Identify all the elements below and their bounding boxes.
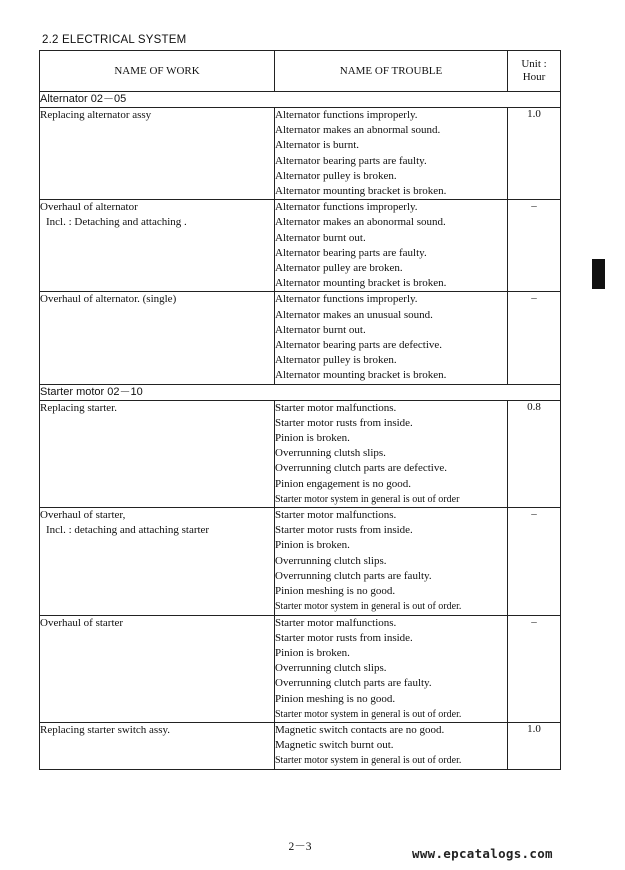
trouble-item: Alternator burnt out. [275,323,366,336]
table-row [40,722,561,769]
trouble-item: Starter motor system in general is out of order. [275,708,462,720]
trouble-item: Starter motor system in general is out of order. [275,601,462,613]
trouble-item: Starter motor rusts from inside. [275,631,413,644]
trouble-item: Alternator mounting bracket is broken. [275,369,447,382]
work-cell [40,615,275,722]
trouble-item: Starter motor malfunctions. [275,401,397,414]
trouble-item: Overrunning clutch parts are faulty. [275,677,432,690]
header-name-of-trouble: NAME OF TROUBLE [275,51,508,92]
trouble-item: Magnetic switch burnt out. [275,739,394,752]
trouble-item: Alternator functions improperly. [275,201,418,214]
table-row [40,508,561,615]
trouble-item: Starter motor rusts from inside. [275,524,413,537]
trouble-item: Starter motor system in general is out of order. [275,755,462,767]
group-title: Alternator 02－05 [40,92,561,108]
trouble-item: Pinion meshing is no good. [275,692,396,705]
group-title: Starter motor 02－10 [40,384,561,400]
trouble-cell [275,722,508,769]
work-cell [40,400,275,507]
trouble-item: Pinion meshing is no good. [275,585,396,598]
trouble-item: Alternator is burnt. [275,139,360,152]
work-name: Overhaul of alternator. (single) [40,293,177,306]
trouble-item: Alternator functions improperly. [275,109,418,121]
trouble-cell [275,292,508,384]
hour-value: – [508,615,561,722]
hour-value: – [508,200,561,292]
trouble-item: Alternator bearing parts are faulty. [275,246,427,259]
trouble-item: Alternator mounting bracket is broken. [275,277,447,290]
work-name: Overhaul of starter, [40,509,126,522]
table-row [40,615,561,722]
work-includes: Incl. : detaching and attaching starter [46,524,210,537]
group-row [40,384,561,400]
trouble-item: Magnetic switch contacts are no good. [275,723,445,736]
trouble-item: Alternator functions improperly. [275,293,418,306]
work-cell [40,108,275,200]
hour-value: – [508,292,561,384]
section-tab-marker [592,259,605,289]
trouble-item: Starter motor malfunctions. [275,616,397,629]
trouble-item: Alternator makes an unusual sound. [275,308,433,321]
trouble-item: Alternator pulley are broken. [275,262,403,275]
trouble-item: Pinion is broken. [275,646,350,659]
work-cell [40,722,275,769]
trouble-item: Alternator mounting bracket is broken. [275,185,447,198]
trouble-item: Overrunning clutch slips. [275,554,387,567]
trouble-item: Pinion is broken. [275,432,350,445]
table-body [40,92,561,770]
hour-value: 1.0 [508,108,561,200]
work-includes: Incl. : Detaching and attaching . [46,216,187,229]
trouble-item: Pinion is broken. [275,539,350,552]
header-unit-hour [508,51,561,92]
work-cell [40,292,275,384]
page-number: 2－3 [288,841,312,853]
trouble-item: Overrunning clutsh slips. [275,447,386,460]
trouble-cell [275,108,508,200]
watermark: www.epcatalogs.com [412,846,553,861]
work-cell [40,508,275,615]
trouble-item: Alternator makes an abnormal sound. [275,124,441,137]
work-name: Replacing starter switch assy. [40,723,171,736]
trouble-item: Overrunning clutch parts are faulty. [275,569,432,582]
table-row [40,400,561,507]
section-title: 2.2 ELECTRICAL SYSTEM [42,34,187,46]
trouble-item: Alternator pulley is broken. [275,169,397,182]
work-name: Overhaul of starter [40,616,124,629]
trouble-item: Overrunning clutch parts are defective. [275,462,447,475]
hour-label: Hour [522,71,546,83]
trouble-cell [275,508,508,615]
hour-value: 0.8 [508,400,561,507]
table-row [40,108,561,200]
work-name: Replacing starter. [40,401,117,414]
work-cell [40,200,275,292]
hour-value: 1.0 [508,722,561,769]
trouble-cell [275,200,508,292]
trouble-item: Starter motor system in general is out of order [275,493,460,505]
trouble-item: Alternator pulley is broken. [275,354,397,367]
work-name: Overhaul of alternator [40,201,138,214]
table-row [40,200,561,292]
table-row [40,292,561,384]
trouble-item: Alternator burnt out. [275,231,366,244]
trouble-item: Alternator bearing parts are defective. [275,339,443,352]
trouble-item: Overrunning clutch slips. [275,662,387,675]
trouble-cell [275,615,508,722]
trouble-cell [275,400,508,507]
work-table [39,50,561,770]
trouble-item: Alternator makes an abonormal sound. [275,216,446,229]
work-name: Replacing alternator assy [40,109,152,121]
unit-label: Unit : [521,58,547,70]
trouble-item: Pinion engagement is no good. [275,477,411,490]
trouble-item: Starter motor rusts from inside. [275,416,413,429]
trouble-item: Starter motor malfunctions. [275,509,397,522]
hour-value: – [508,508,561,615]
header-row [40,51,561,92]
header-name-of-work: NAME OF WORK [40,51,275,92]
trouble-item: Alternator bearing parts are faulty. [275,154,427,167]
group-row [40,92,561,108]
